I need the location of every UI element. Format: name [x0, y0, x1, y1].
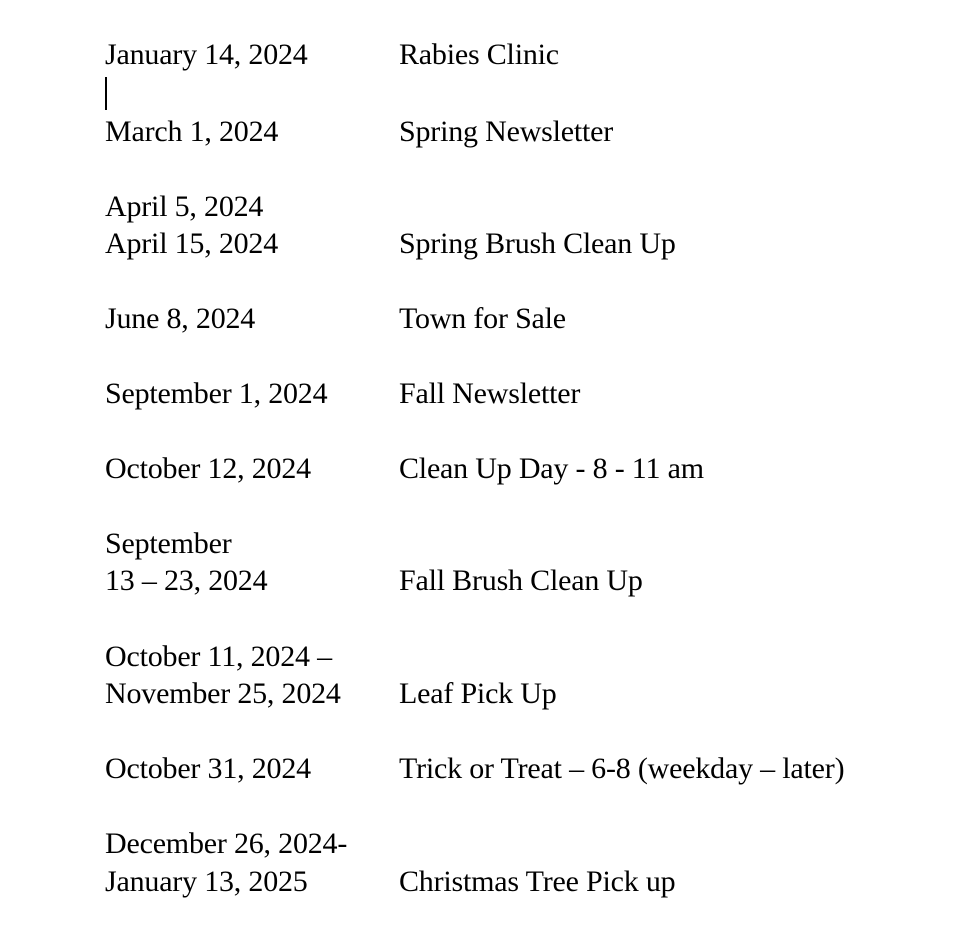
- schedule-date: 13 – 23, 2024: [105, 564, 268, 597]
- schedule-date: March 1, 2024: [105, 115, 279, 148]
- schedule-date: October 12, 2024: [105, 452, 311, 485]
- schedule-date: January 14, 2024: [105, 38, 308, 71]
- text-cursor: [105, 77, 107, 110]
- schedule-event: Christmas Tree Pick up: [399, 865, 676, 898]
- schedule-event: Fall Newsletter: [399, 377, 581, 410]
- schedule-date: September 1, 2024: [105, 377, 328, 410]
- schedule-event: Town for Sale: [399, 302, 566, 335]
- schedule-event: Trick or Treat – 6-8 (weekday – later): [399, 752, 845, 785]
- schedule-date: November 25, 2024: [105, 677, 341, 710]
- schedule-event: Spring Brush Clean Up: [399, 227, 676, 260]
- schedule-event: Fall Brush Clean Up: [399, 564, 643, 597]
- schedule-date: October 11, 2024 –: [105, 640, 332, 673]
- schedule-event: Rabies Clinic: [399, 38, 559, 71]
- schedule-date: April 5, 2024: [105, 190, 264, 223]
- schedule-date: January 13, 2025: [105, 865, 308, 898]
- schedule-event: Spring Newsletter: [399, 115, 614, 148]
- schedule-date: October 31, 2024: [105, 752, 311, 785]
- schedule-date: December 26, 2024-: [105, 827, 348, 860]
- schedule-event: Leaf Pick Up: [399, 677, 557, 710]
- schedule-date: April 15, 2024: [105, 227, 279, 260]
- schedule-date: September: [105, 527, 232, 560]
- schedule-date: June 8, 2024: [105, 302, 256, 335]
- schedule-event: Clean Up Day - 8 - 11 am: [399, 452, 704, 485]
